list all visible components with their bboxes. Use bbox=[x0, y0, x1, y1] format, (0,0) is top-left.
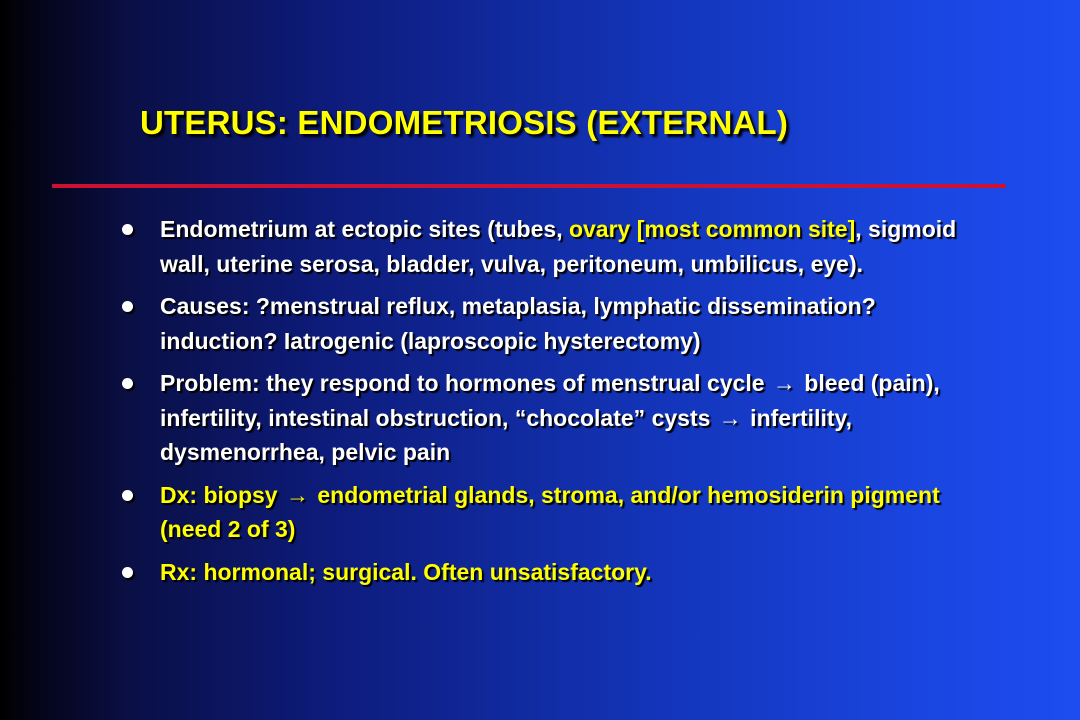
bullet-icon bbox=[122, 224, 133, 235]
bullet-icon bbox=[122, 567, 133, 578]
bullet-text: bleed (pain), infertility, intestinal obstruction, “chocolate” cysts bbox=[160, 370, 940, 431]
slide-title: UTERUS: ENDOMETRIOSIS (EXTERNAL) bbox=[140, 104, 789, 141]
bullet-text: Dx: biopsy bbox=[160, 481, 284, 508]
bullet-item-ectopic-sites bbox=[118, 212, 968, 281]
right-arrow-icon: → bbox=[772, 370, 796, 396]
bullet-item-diagnosis bbox=[118, 478, 968, 547]
bullet-list bbox=[118, 212, 968, 597]
right-arrow-icon: → bbox=[285, 481, 309, 508]
bullet-text: Endometrium at ectopic sites (tubes, bbox=[160, 216, 569, 242]
bullet-item-causes bbox=[118, 289, 968, 358]
bullet-text: endometrial glands, stroma, and/or hemosiderin pigment (need 2 of 3) bbox=[160, 481, 940, 542]
right-arrow-icon: → bbox=[718, 404, 742, 431]
title-divider bbox=[52, 184, 1006, 188]
bullet-item-problem bbox=[118, 366, 968, 470]
bullet-text: Causes: ?menstrual reflux, metaplasia, lymphatic dissemination? induction? Iatrogenic (laproscopic hysterectomy) bbox=[160, 293, 876, 354]
bullet-icon bbox=[122, 301, 133, 312]
bullet-icon bbox=[122, 378, 133, 389]
bullet-item-treatment bbox=[118, 555, 968, 590]
bullet-text: Problem: they respond to hormones of menstrual cycle bbox=[160, 370, 771, 396]
bullet-icon bbox=[122, 490, 133, 501]
bullet-text: , sigmoid wall, uterine serosa, bladder, vulva, peritoneum, umbilicus, eye). bbox=[160, 216, 957, 277]
highlight-text: ovary [most common site] bbox=[568, 216, 856, 242]
bullet-text: Rx: hormonal; surgical. Often unsatisfactory. bbox=[160, 558, 652, 585]
bullet-text: infertility, dysmenorrhea, pelvic pain bbox=[160, 404, 852, 465]
